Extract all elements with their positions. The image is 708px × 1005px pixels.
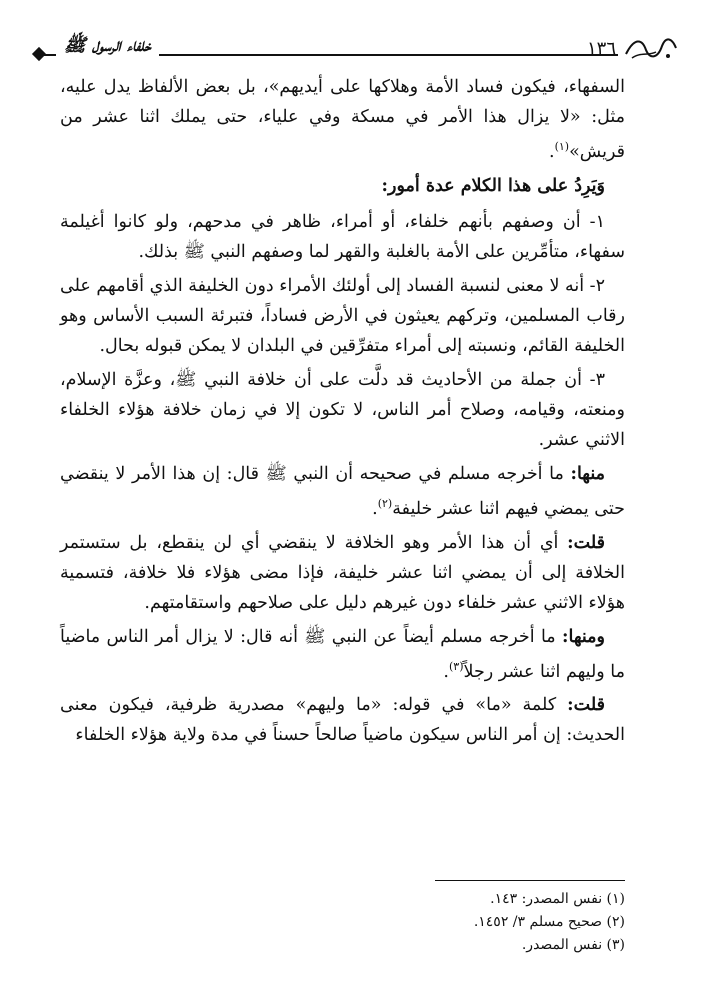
hadith-1: منها: ما أخرجه مسلم في صحيحه أن النبي ﷺ قال: إن هذا الأمر لا ينقضي حتى يمضي فيهم اثنا عشر خليفة$^{(٢)}$.	[60, 463, 625, 519]
comment-1: قلت: أي أن هذا الأمر وهو الخلافة لا ينقضي أي لن ينقطع، بل ستستمر الخلافة إلى أن يمضي اثنا عشر خليفة، فإذا مضى هؤلاء فلا خلافة، فتسمية هؤلاء الاثني عشر خلفاء دون غيرهم دليل على صلاحهم واستقامتهم.	[60, 532, 625, 613]
paragraph-1: السفهاء، فيكون فساد الأمة وهلاكها على أيديهم»، بل بعض الألفاظ يدل عليه، مثل: «لا يزال هذا الأمر في مسكة وفي علياء، حتى يملك اثنا عشر من قريش»$^{(١)}$.	[60, 77, 625, 162]
footnote-3: (٣) نفس المصدر.	[521, 937, 625, 953]
footnote-ref-2: (٢)	[377, 496, 393, 510]
footnotes	[225, 888, 625, 957]
diamond-ornament-icon	[32, 47, 46, 61]
calligraphy-ornament-icon	[622, 30, 678, 62]
main-text	[60, 72, 625, 754]
footnote-2: (٢) صحيح مسلم ٣/ ١٤٥٢.	[473, 914, 625, 930]
point-3: ٣- أن جملة من الأحاديث قد دلَّت على أن خلافة النبي ﷺ، وعزَّة الإسلام، ومنعته، وقيامه، وصلاح أمر الناس، لا تكون إلا في زمان خلافة هؤلاء الخلفاء الاثني عشر.	[60, 369, 625, 450]
footnote-1: (١) نفس المصدر: ١٤٣.	[490, 891, 625, 907]
footnote-ref-3: (٣)	[448, 659, 464, 673]
hadith-2: ومنها: ما أخرجه مسلم أيضاً عن النبي ﷺ أنه قال: لا يزال أمر الناس ماضياً ما وليهم اثنا عشر رجلاً$^{(٣)}$.	[60, 626, 625, 682]
comment-2: قلت: كلمة «ما» في قوله: «ما وليهم» مصدرية ظرفية، فيكون معنى الحديث: إن أمر الناس سيكون ماضياً صالحاً حسناً في مدة ولاية هؤلاء الخلفاء	[60, 695, 625, 746]
point-1: ١- أن وصفهم بأنهم خلفاء، أو أمراء، ظاهر في مدحهم، ولو كانوا أغيلمة سفهاء، متأمِّرين على الأمة بالغلبة والقهر لما وصفهم النبي ﷺ بذلك.	[60, 211, 625, 262]
running-title: خلفاء الرسول ﷺ	[56, 34, 159, 60]
footnote-ref-1: (١)	[554, 140, 570, 153]
page-header	[28, 30, 678, 64]
page-number: ١٣٦	[586, 38, 616, 59]
footnote-divider	[435, 880, 625, 881]
point-2: ٢- أنه لا معنى لنسبة الفساد إلى أولئك الأمراء دون الخليفة الذي أقامهم على رقاب المسلمين، وتركهم يعيثون في الأرض فساداً، فتبرئة السبب الأساس وهو الخليفة القائم، ونسبته إلى أمراء متفرِّقين في البلدان لا يمكن قبوله بحال.	[60, 275, 625, 356]
section-heading: وَيَرِدُ على هذا الكلام عدة أمور:	[381, 175, 605, 196]
